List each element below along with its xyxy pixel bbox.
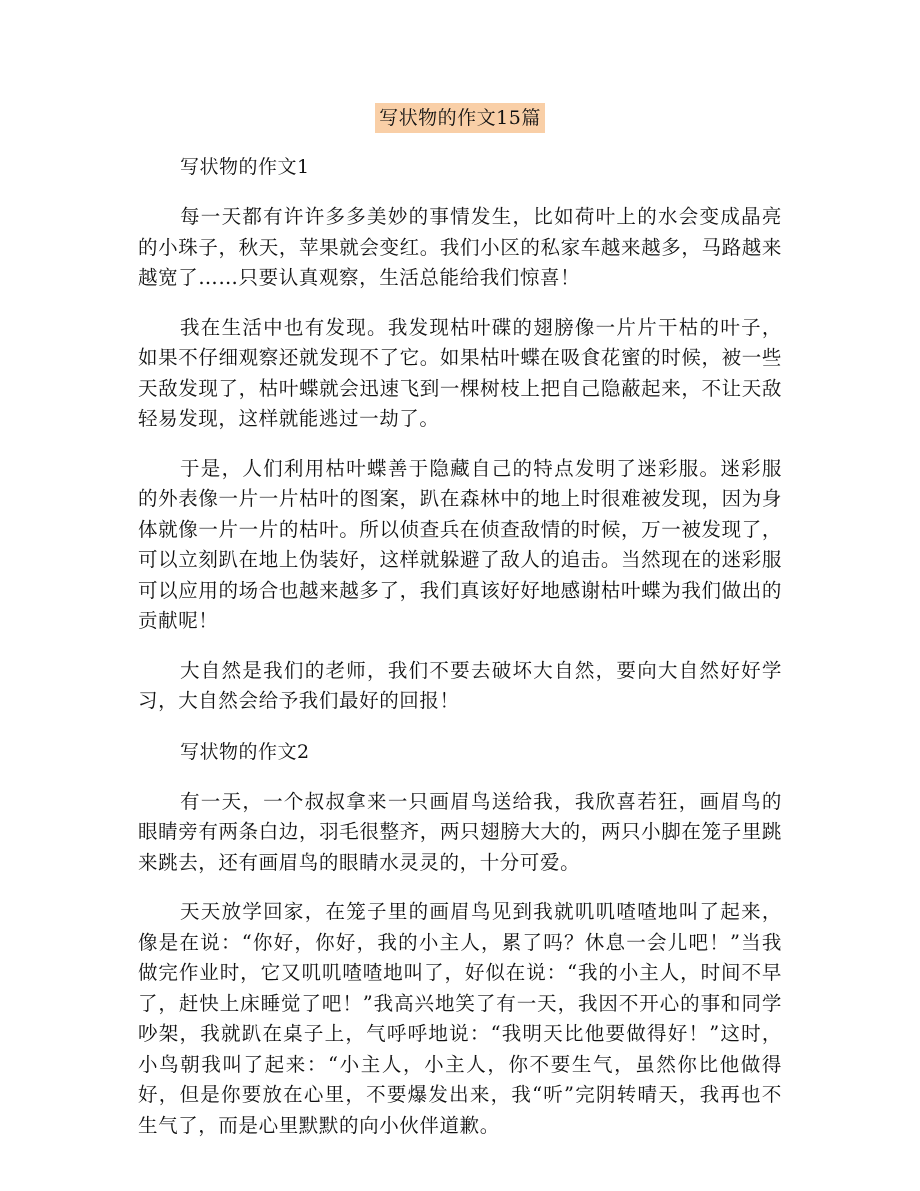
paragraph: 大自然是我们的老师，我们不要去破坏大自然，要向大自然好好学习，大自然会给予我们最好的回报！ — [138, 658, 782, 712]
document-body — [138, 152, 782, 1160]
paragraph: 于是，人们利用枯叶蝶善于隐藏自己的特点发明了迷彩服。迷彩服的外表像一片一片枯叶的图案，趴在森林中的地上时很难被发现，因为身体就像一片一片的枯叶。所以侦查兵在侦查敌情的时候，万一被发现了，可以立刻趴在地上伪装好，这样就躲避了敌人的追击。当然现在的迷彩服可以应用的场合也越来越多了，我们真该好好地感谢枯叶蝶为我们做出的贡献呢！ — [138, 456, 782, 632]
section-heading: 写状物的作文2 — [180, 740, 310, 763]
section-heading: 写状物的作文1 — [180, 156, 310, 178]
paragraph: 有一天，一个叔叔拿来一只画眉鸟送给我，我欣喜若狂，画眉鸟的眼睛旁有两条白边，羽毛很整齐，两只翅膀大大的，两只小脚在笼子里跳来跳去，还有画眉鸟的眼睛水灵灵的，十分可爱。 — [138, 789, 782, 874]
paragraph: 每一天都有许许多多美妙的事情发生，比如荷叶上的水会变成晶亮的小珠子，秋天，苹果就会变红。我们小区的私家车越来越多，马路越来越宽了……只要认真观察，生活总能给我们惊喜！ — [138, 205, 782, 289]
paragraph: 我在生活中也有发现。我发现枯叶碟的翅膀像一片片干枯的叶子，如果不仔细观察还就发现不了它。如果枯叶蝶在吸食花蜜的时候，被一些天敌发现了，枯叶蝶就会迅速飞到一棵树枝上把自己隐蔽起来，不让天敌轻易发现，这样就能逃过一劫了。 — [138, 315, 782, 430]
section-1 — [138, 152, 782, 717]
document-title-wrapper — [0, 103, 920, 133]
paragraph: 天天放学回家，在笼子里的画眉鸟见到我就叽叽喳喳地叫了起来，像是在说：“你好，你好，我的小主人，累了吗？休息一会儿吧！”当我做完作业时，它又叽叽喳喳地叫了，好似在说：“我的小主人，时间不早了，赶快上床睡觉了吧！”我高兴地笑了有一天，我因不开心的事和同学吵架，我就趴在桌子上，气呼呼地说：“我明天比他要做得好！”这时，小鸟朝我叫了起来：“小主人，小主人，你不要生气，虽然你比他做得好，但是你要放在心里，不要爆发出来，我“听”完阴转晴天，我再也不生气了，而是心里默默的向小伙伴道歉。 — [138, 900, 782, 1137]
document-title: 写状物的作文15篇 — [375, 103, 545, 133]
section-2 — [138, 737, 782, 1142]
